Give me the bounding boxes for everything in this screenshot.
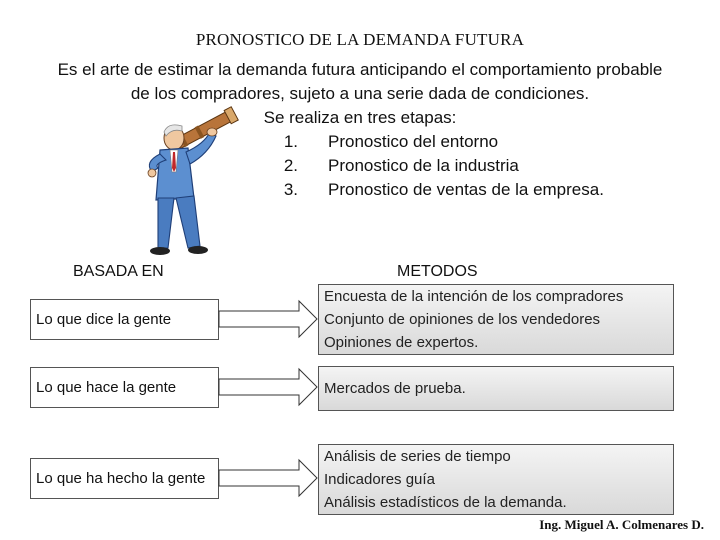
- step-text: Pronostico de la industria: [328, 156, 519, 175]
- method-item: Indicadores guía: [324, 471, 435, 488]
- methods-box: [318, 444, 674, 515]
- step-number: 2.: [283, 156, 298, 175]
- basis-box: [30, 299, 219, 340]
- step-number: 1.: [283, 132, 298, 151]
- basis-label: Lo que dice la gente: [36, 311, 172, 328]
- steps-list: [258, 130, 604, 202]
- methods-box: [318, 284, 674, 355]
- intro-line-2: de los compradores, sujeto a una serie dada de condiciones.: [130, 84, 590, 103]
- method-item: Análisis de series de tiempo: [324, 448, 511, 465]
- step-item: [258, 178, 604, 202]
- basis-label: Lo que hace la gente: [36, 379, 177, 396]
- method-item: Opiniones de expertos.: [324, 334, 479, 351]
- arrow-icon: [219, 301, 319, 337]
- method-item: Encuesta de la intención de los compradores: [324, 288, 624, 305]
- step-text: Pronostico del entorno: [328, 132, 499, 151]
- intro-line-3: Se realiza en tres etapas:: [263, 108, 457, 127]
- step-text: Pronostico de ventas de la empresa.: [328, 180, 604, 199]
- step-item: [258, 154, 604, 178]
- author-credit: Ing. Miguel A. Colmenares D.: [539, 517, 704, 532]
- intro-text: [30, 58, 690, 130]
- businessman-telescope-icon: [138, 98, 248, 258]
- intro-line-1: Es el arte de estimar la demanda futura anticipando el comportamiento probable: [57, 60, 663, 79]
- methods-box: [318, 366, 674, 411]
- method-item: Mercados de prueba.: [324, 380, 466, 397]
- arrow-icon: [219, 460, 319, 496]
- basis-box: [30, 458, 219, 499]
- method-item: Análisis estadísticos de la demanda.: [324, 494, 567, 511]
- method-item: Conjunto de opiniones de los vendedores: [324, 311, 601, 328]
- header-methods: METODOS: [397, 263, 478, 280]
- page-title: PRONOSTICO DE LA DEMANDA FUTURA: [195, 30, 525, 49]
- step-number: 3.: [283, 180, 298, 199]
- basis-label: Lo que ha hecho la gente: [36, 470, 206, 487]
- step-item: [258, 130, 604, 154]
- arrow-icon: [219, 369, 319, 405]
- header-based-on: BASADA EN: [73, 263, 164, 280]
- basis-box: [30, 367, 219, 408]
